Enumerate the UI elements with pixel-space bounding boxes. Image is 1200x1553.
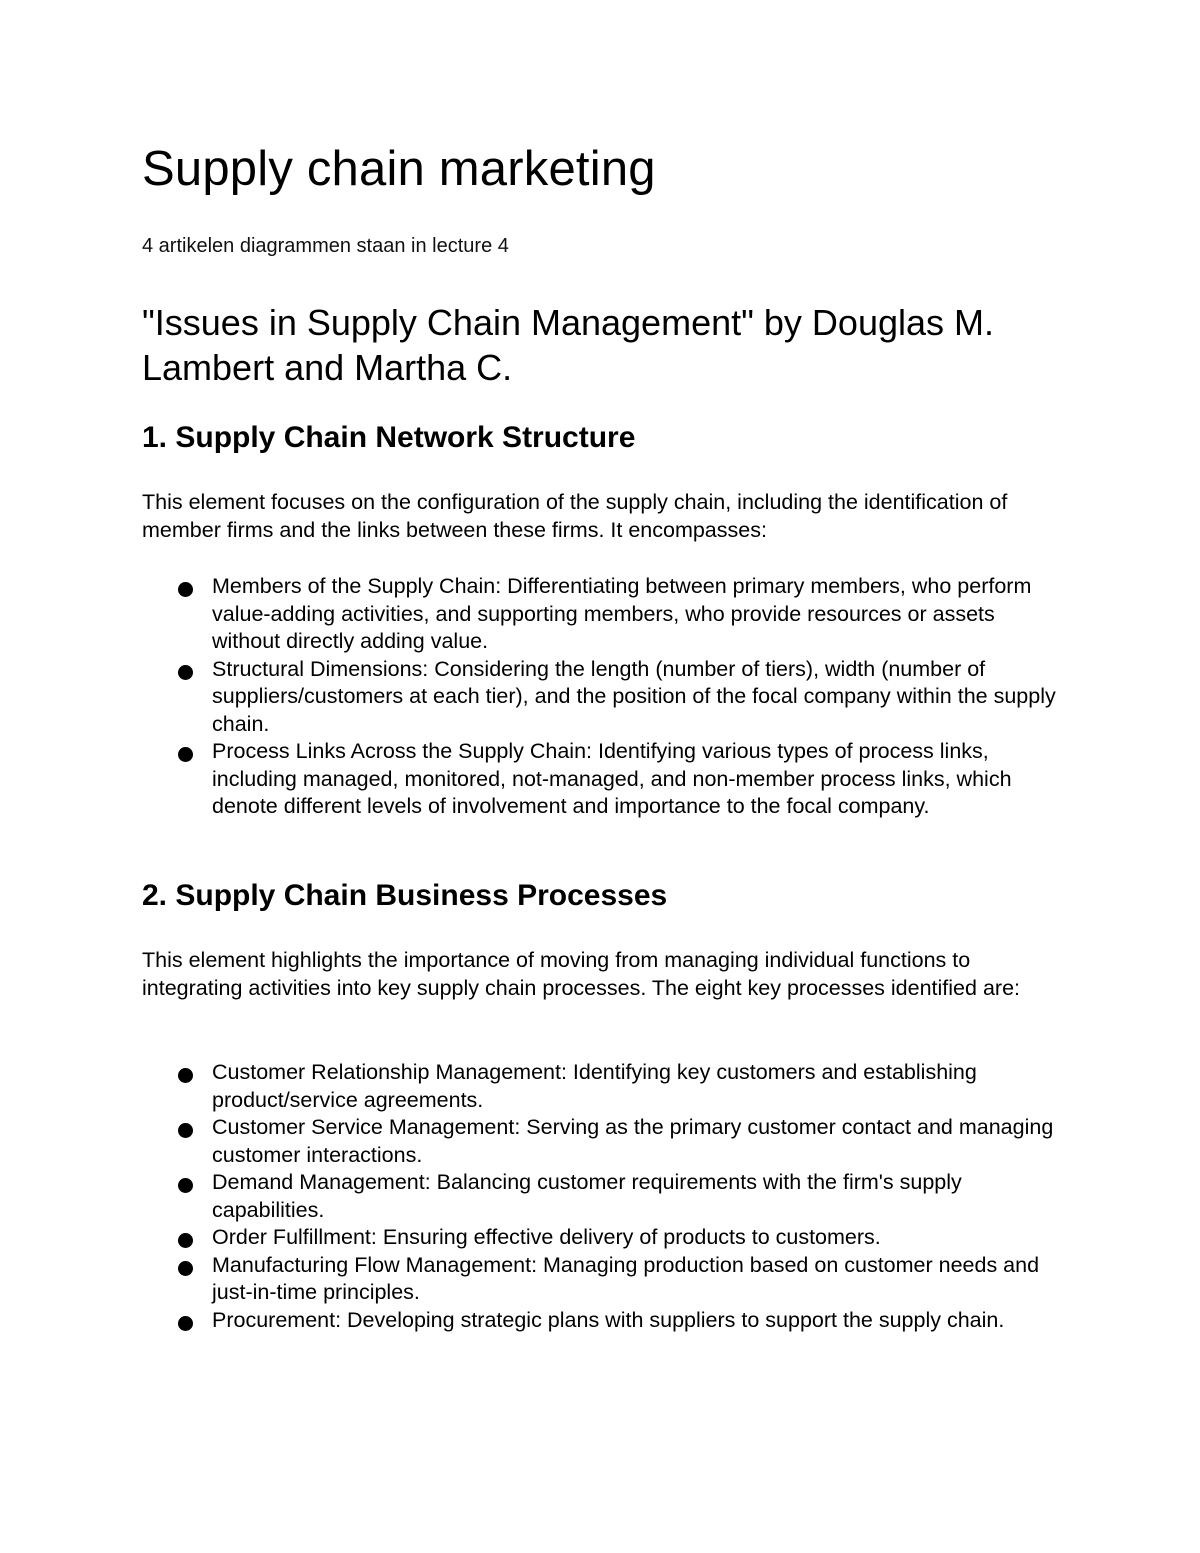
list-item — [142, 656, 1062, 739]
list-item — [142, 1307, 1062, 1335]
bullet-icon — [178, 1233, 193, 1248]
section-heading: 1. Supply Chain Network Structure — [142, 421, 636, 454]
bullet-icon — [178, 1316, 193, 1331]
bullet-list — [142, 1059, 1062, 1334]
list-item-text: Customer Service Management: Serving as the primary customer contact and managing customer interactions. — [212, 1115, 1054, 1167]
list-item — [142, 573, 1062, 656]
list-item-text: Structural Dimensions: Considering the length (number of tiers), width (number of suppliers/customers at each tier), and the position of the focal company within the supply chain. — [212, 656, 1056, 736]
list-item — [142, 1114, 1062, 1169]
list-item — [142, 738, 1062, 821]
bullet-icon — [178, 1068, 193, 1083]
bullet-icon — [178, 1123, 193, 1138]
document-subtitle: 4 artikelen diagrammen staan in lecture 4 — [142, 235, 509, 257]
bullet-icon — [178, 1178, 193, 1193]
list-item-text: Manufacturing Flow Management: Managing production based on customer needs and just-in-time principles. — [212, 1252, 1040, 1304]
list-item-text: Order Fulfillment: Ensuring effective delivery of products to customers. — [212, 1225, 881, 1249]
list-item — [142, 1252, 1062, 1307]
bullet-icon — [178, 582, 193, 597]
list-item-text: Customer Relationship Management: Identifying key customers and establishing product/service agreements. — [212, 1060, 977, 1112]
list-item-text: Members of the Supply Chain: Differentiating between primary members, who perform value-adding activities, and supporting members, who provide resources or assets without directly adding value. — [212, 574, 1032, 653]
list-item — [142, 1224, 1062, 1252]
article-title: "Issues in Supply Chain Management" by Douglas M. Lambert and Martha C. — [142, 302, 994, 388]
list-item — [142, 1059, 1062, 1114]
bullet-icon — [178, 747, 193, 762]
list-item-text: Demand Management: Balancing customer requirements with the firm's supply capabilities. — [212, 1170, 962, 1222]
list-item-text: Procurement: Developing strategic plans with suppliers to support the supply chain. — [212, 1307, 1005, 1332]
bullet-icon — [178, 665, 193, 680]
section-heading: 2. Supply Chain Business Processes — [142, 879, 668, 912]
bullet-icon — [178, 1261, 193, 1276]
section-intro: This element highlights the importance of moving from managing individual functions to integrating activities into key supply chain processes. The eight key processes identified are: — [142, 948, 1020, 1000]
bullet-list — [142, 573, 1062, 821]
list-item — [142, 1169, 1062, 1224]
document-title: Supply chain marketing — [142, 142, 656, 196]
section-intro: This element focuses on the configuration of the supply chain, including the identification of member firms and the links between these firms. It encompasses: — [142, 490, 1008, 542]
list-item-text: Process Links Across the Supply Chain: Identifying various types of process links, including managed, monitored, not-managed, and non-member process links, which denote different levels of involvement and importance to the focal company. — [212, 739, 1012, 818]
